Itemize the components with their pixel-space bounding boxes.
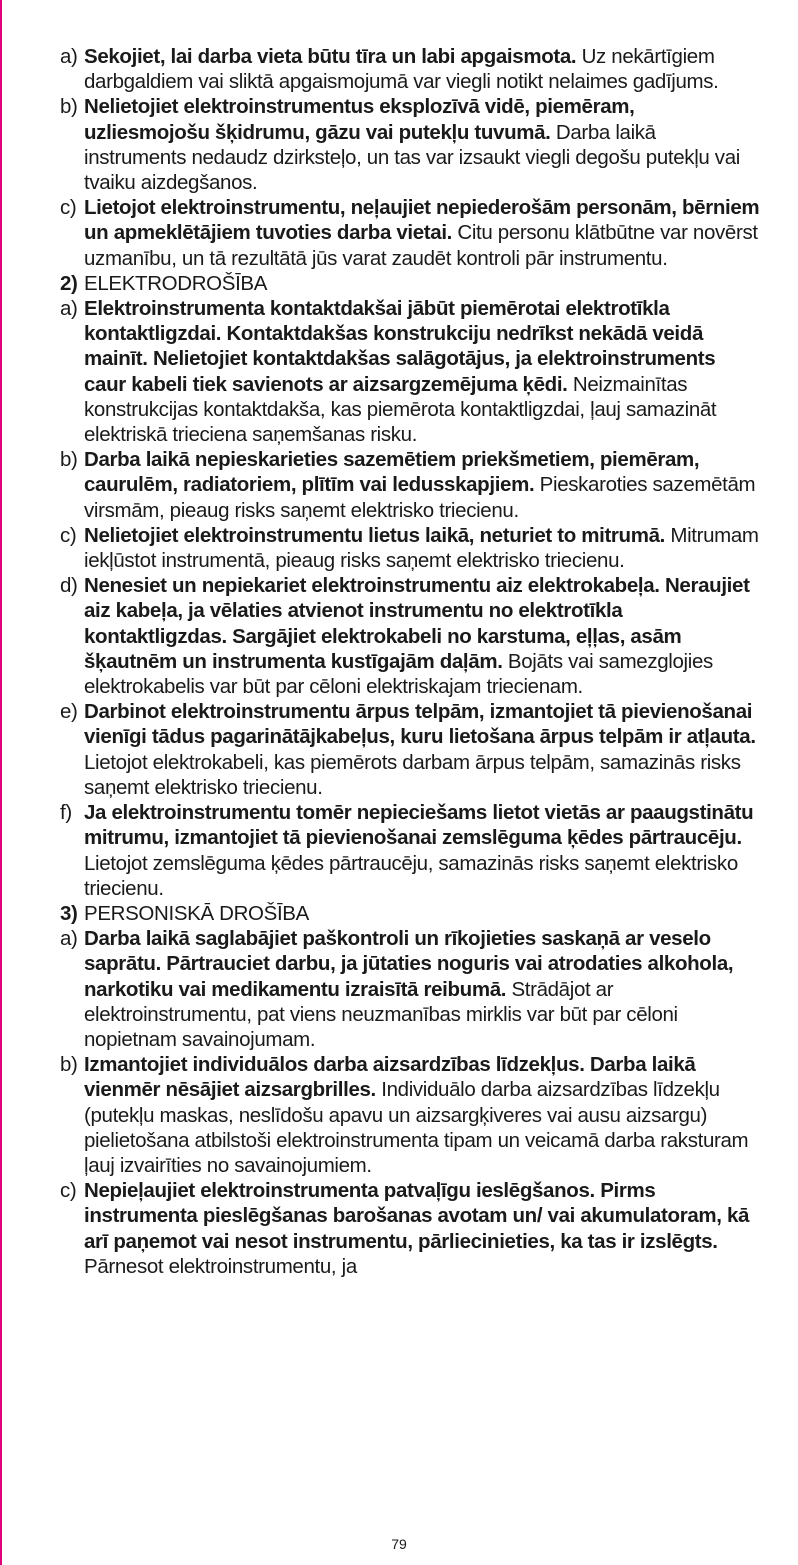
list-item xyxy=(60,926,760,1052)
item-label: e) xyxy=(60,700,78,724)
item-label: b) xyxy=(60,448,78,472)
item-body: Lietojot elektrokabeli, kas piemērots darbam ārpus telpām, samazinās risks saņemt elektrisko triecienu. xyxy=(84,750,741,799)
section-number: 3) xyxy=(60,901,78,925)
item-text xyxy=(84,44,760,94)
item-heading: Izmantojiet individuālos darba aizsardzības līdzekļus. Darba laikā vienmēr nēsājiet aizsargbrilles. xyxy=(84,1053,696,1102)
list-item xyxy=(60,195,760,271)
item-text xyxy=(84,573,760,699)
item-text xyxy=(84,1178,760,1279)
page-edge-bar xyxy=(0,0,2,1565)
item-heading: Ja elektroinstrumentu tomēr nepieciešams lietot vietās ar paaugstinātu mitrumu, izmantojiet tā pievienošanai zemslēguma ķēdes pārtraucēju. xyxy=(84,801,754,850)
item-label: a) xyxy=(60,297,78,321)
page-number: 79 xyxy=(391,1536,407,1552)
list-item xyxy=(60,447,760,523)
item-label: a) xyxy=(60,927,78,951)
item-heading: Darba laikā nepieskarieties sazemētiem priekšmetiem, piemēram, caurulēm, radiatoriem, plītīm vai ledusskapjiem. xyxy=(84,448,700,497)
item-label: c) xyxy=(60,196,77,220)
section-title: ELEKTRODROŠĪBA xyxy=(84,271,268,295)
item-text xyxy=(84,296,760,447)
item-label: b) xyxy=(60,95,78,119)
list-item xyxy=(60,699,760,800)
item-text xyxy=(84,1052,760,1178)
list-item xyxy=(60,296,760,447)
item-heading: Sekojiet, lai darba vieta būtu tīra un labi apgaismota. xyxy=(84,45,577,68)
section-heading-personal-safety xyxy=(60,901,760,926)
section-number: 2) xyxy=(60,271,78,295)
section-heading-electrical-safety xyxy=(60,271,760,296)
item-label: b) xyxy=(60,1053,78,1077)
item-body: Strādājot ar elektroinstrumentu, pat viens neuzmanības mirklis var būt par cēloni nopietnam savainojumam. xyxy=(84,977,678,1051)
item-label: d) xyxy=(60,574,78,598)
list-item xyxy=(60,800,760,901)
item-heading: Darba laikā saglabājiet paškontroli un rīkojieties saskaņā ar veselo saprātu. Pārtrauciet darbu, ja jūtaties noguris vai atrodaties alkohola, narkotiku vai medikamentu izraisītā reibumā. xyxy=(84,927,734,1001)
item-body: Pieskaroties sazemētām virsmām, pieaug risks saņemt elektrisko triecienu. xyxy=(84,473,756,522)
item-body: Lietojot zemslēguma ķēdes pārtraucēju, samazinās risks saņemt elektrisko triecienu. xyxy=(84,851,738,900)
item-body: Citu personu klātbūtne var novērst uzmanību, un tā rezultātā jūs varat zaudēt kontroli pār instrumentu. xyxy=(84,221,758,270)
item-heading: Nenesiet un nepiekariet elektroinstrumentu aiz elektrokabeļa. Neraujiet aiz kabeļa, ja vēlaties atvienot instrumentu no elektrotīkla kontaktligzdas. Sargājiet elektrokabeli no karstuma, eļļas, asām šķautnēm un instrumenta kustīgajām daļām. xyxy=(84,574,750,673)
list-item xyxy=(60,1052,760,1178)
item-label: a) xyxy=(60,45,78,68)
item-text xyxy=(84,699,760,800)
item-heading: Darbinot elektroinstrumentu ārpus telpām, izmantojiet tā pievienošanai vienīgi tādus pagarinātājkabeļus, kuru lietošana ārpus telpām ir atļauta. xyxy=(84,700,756,749)
item-text xyxy=(84,523,760,573)
item-heading: Lietojot elektroinstrumentu, neļaujiet nepiederošām personām, bērniem un apmeklētājiem tuvoties darba vietai. xyxy=(84,196,760,245)
item-heading: Nelietojiet elektroinstrumentu lietus laikā, neturiet to mitrumā. xyxy=(84,523,665,547)
item-text xyxy=(84,94,760,195)
item-text xyxy=(84,800,760,901)
item-text xyxy=(84,195,760,271)
manual-text-column xyxy=(60,44,760,1279)
item-label: c) xyxy=(60,523,77,547)
item-heading: Nelietojiet elektroinstrumentus eksplozīvā vidē, piemēram, uzliesmojošu šķidrumu, gāzu vai putekļu tuvumā. xyxy=(84,95,635,144)
item-body: Neizmainītas konstrukcijas kontaktdakša, kas piemērota kontaktligzdai, ļauj samazināt elektriskā trieciena saņemšanas risku. xyxy=(84,372,717,447)
list-item xyxy=(60,94,760,195)
list-item xyxy=(60,1178,760,1279)
item-body: Pārnesot elektroinstrumentu, ja xyxy=(84,1254,357,1278)
item-text xyxy=(84,447,760,523)
item-heading: Elektroinstrumenta kontaktdakšai jābūt piemērotai elektrotīkla kontaktligzdai. Kontaktdakšas konstrukciju nedrīkst nekādā veidā mainīt. Nelietojiet kontaktdakšas salāgotājus, ja elektroinstruments caur kabeli tiek savienots ar aizsargzemējuma ķēdi. xyxy=(84,297,716,396)
item-text xyxy=(84,926,760,1052)
item-body: Bojāts vai samezglojies elektrokabelis var būt par cēloni elektriskajam triecienam. xyxy=(84,649,713,699)
item-body: Uz nekārtīgiem darbgaldiem vai sliktā apgaismojumā var viegli notikt nelaimes gadījums. xyxy=(84,45,719,94)
item-body: Individuālo darba aizsardzības līdzekļu (putekļu maskas, neslīdošu apavu un aizsargķiveres vai ausu aizsargu) pielietošana atbilstoši elektroinstrumenta tipam un veicamā darba raksturam ļauj izvairīties no savainojumiem. xyxy=(84,1078,749,1177)
item-heading: Nepieļaujiet elektroinstrumenta patvaļīgu ieslēgšanos. Pirms instrumenta pieslēgšanas barošanas avotam un/ vai akumulatoram, kā arī paņemot vai nesot instrumentu, pārliecinieties, ka tas ir izslēgts. xyxy=(84,1179,750,1253)
item-body: Mitrumam iekļūstot instrumentā, pieaug risks saņemt elektrisko triecienu. xyxy=(84,523,759,573)
item-label: f) xyxy=(60,801,72,825)
section-title: PERSONISKĀ DROŠĪBA xyxy=(84,901,309,925)
list-item xyxy=(60,523,760,573)
item-body: Darba laikā instruments nedaudz dzirksteļo, un tas var izsaukt viegli degošu putekļu vai tvaiku aizdegšanos. xyxy=(84,120,740,195)
item-label: c) xyxy=(60,1179,77,1203)
list-item xyxy=(60,44,760,94)
list-item xyxy=(60,573,760,699)
